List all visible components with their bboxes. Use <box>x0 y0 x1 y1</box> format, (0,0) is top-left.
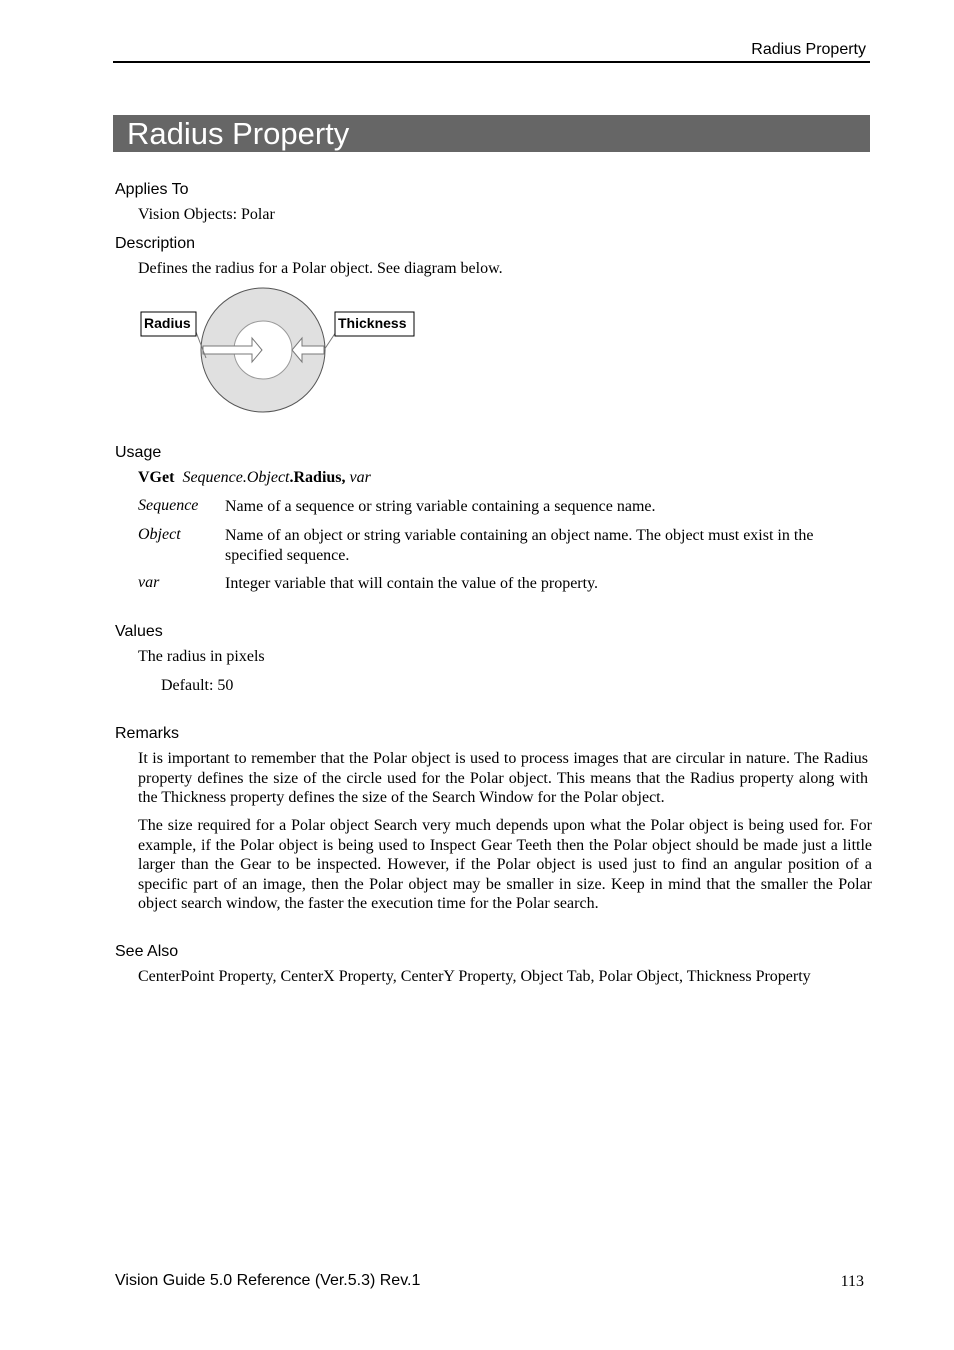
see-also-heading: See Also <box>115 943 179 960</box>
radius-label: Radius <box>144 315 191 331</box>
param-name-object: Object <box>138 526 181 543</box>
param-desc-var: Integer variable that will contain the value of the property. <box>225 575 599 592</box>
description-text: Defines the radius for a Polar object. See diagram below. <box>138 260 503 277</box>
remarks-heading: Remarks <box>115 725 180 742</box>
syntax-sequence: Sequence.Object <box>182 469 290 486</box>
applies-to-text: Vision Objects: Polar <box>138 206 275 223</box>
syntax-property: .Radius, <box>289 469 346 486</box>
param-name-var: var <box>138 574 160 591</box>
values-default: Default: 50 <box>161 677 234 694</box>
thickness-label: Thickness <box>338 315 407 331</box>
footer-doc-title: Vision Guide 5.0 Reference (Ver.5.3) Rev.1 <box>115 1272 421 1289</box>
thickness-callout-line <box>324 332 336 350</box>
usage-heading: Usage <box>115 444 162 461</box>
see-also-text: CenterPoint Property, CenterX Property, CenterY Property, Object Tab, Polar Object, Thickness Property <box>138 968 811 985</box>
running-header: Radius Property <box>751 41 866 58</box>
usage-syntax <box>138 468 371 488</box>
page-title: Radius Property <box>113 115 870 152</box>
syntax-command: VGet <box>138 469 175 486</box>
polar-diagram <box>130 280 430 420</box>
remarks-paragraph-1: It is important to remember that the Polar object is used to process images that are circular in nature. The Radius property defines the size of the circle used for the Polar object. This means that the Radius property along with the Thickness property defines the size of the Search Window for the Polar object. <box>138 750 868 806</box>
page-number: 113 <box>840 1273 864 1290</box>
values-text: The radius in pixels <box>138 648 265 665</box>
values-heading: Values <box>115 623 163 640</box>
param-name-sequence: Sequence <box>138 497 199 514</box>
syntax-var: var <box>349 469 371 486</box>
description-heading: Description <box>115 235 196 252</box>
remarks-paragraph-2: The size required for a Polar object Search very much depends upon what the Polar object is being used for. For example, if the Polar object is being used to Inspect Gear Teeth then the Polar object should be made just a little larger than the Gear to be inspected. However, if the Polar object is used just to find an angular position of a specific part of an image, then the Polar object may be smaller in size. Keep in mind that the smaller the Polar object search window, the faster the execution time for the Polar search. <box>138 817 872 912</box>
applies-to-heading: Applies To <box>115 181 189 198</box>
param-desc-object: Name of an object or string variable containing an object name. The object must exist in the specified sequence. <box>225 527 814 564</box>
param-desc-sequence: Name of a sequence or string variable containing a sequence name. <box>225 498 656 515</box>
header-rule <box>113 61 870 63</box>
